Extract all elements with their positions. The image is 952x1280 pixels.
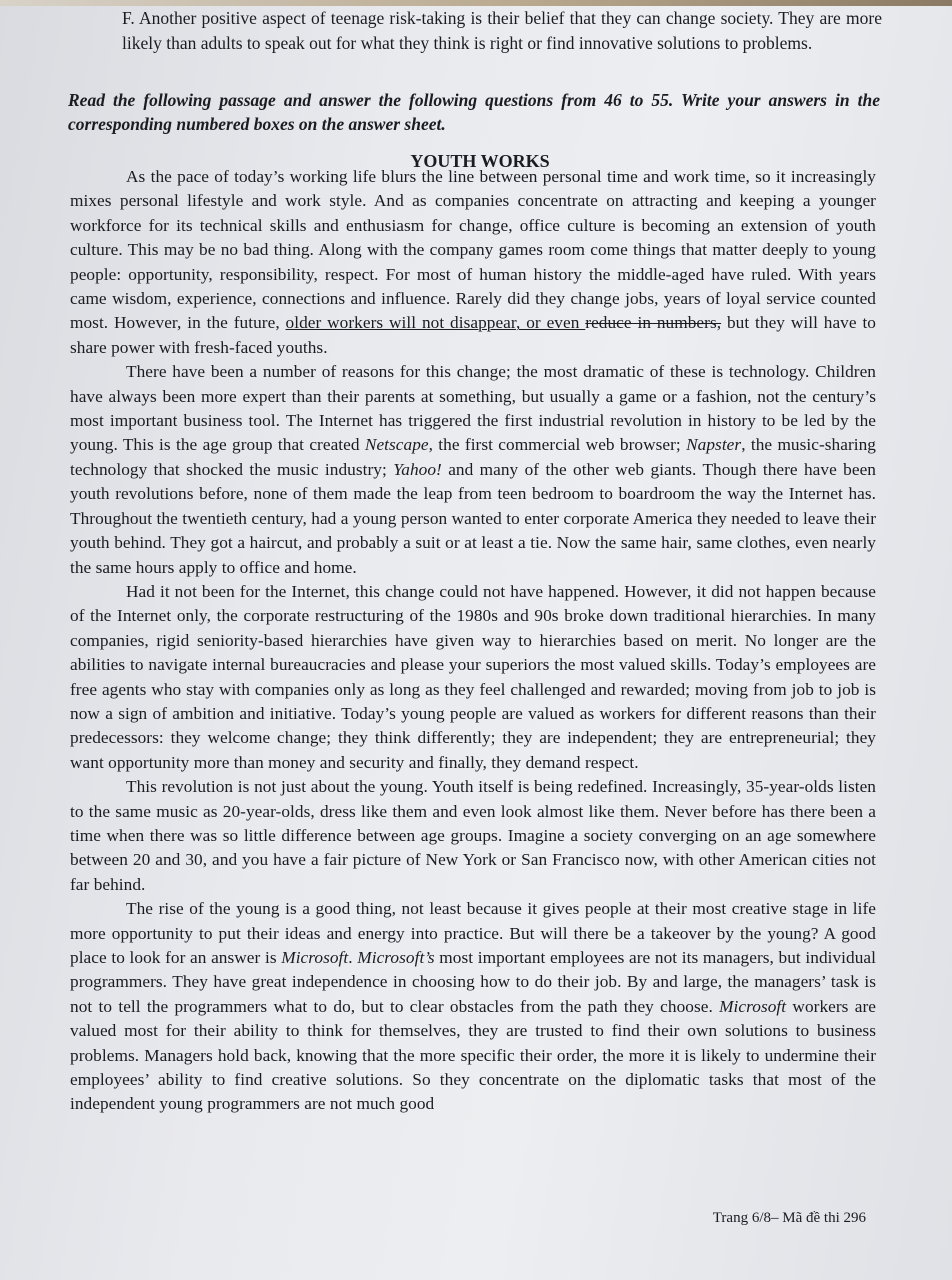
microsoft-name: Microsoft [719,996,787,1016]
passage-body [70,165,876,1117]
paragraph-3: Had it not been for the Internet, this change could not have happened. However, it did not happen because of the Internet only, the corporate restructuring of the 1980s and 90s broke down traditional hierarchies. In many companies, rigid seniority-based hierarchies have given way to hierarchies based on merit. No longer are the abilities to navigate internal bureaucracies and please your superiors the most valued skills. Today’s employees are free agents who stay with companies only as long as they feel challenged and rewarded; moving from job to job is now a sign of ambition and initiative. Today’s young people are valued as workers for different reasons than their predecessors: they welcome change; they think differently; they are independent; they are entrepreneurial; they want opportunity more than money and security and finally, they demand respect. [70,581,876,772]
option-letter: F. [122,8,135,28]
passage-title: YOUTH WORKS [410,151,550,171]
reading-instructions: Read the following passage and answer the following questions from 46 to 55. Write your answers in the corresponding numbered boxes on the answer sheet. [68,90,880,134]
paragraph-5: The rise of the young is a good thing, not least because it gives people at their most creative stage in life more opportunity to put their ideas and energy into practice. But will there be a takeover by the young? A good place to look for an answer is Microsoft. Microsoft’s most important employees are not its managers, but individual programmers. They have great independence in choosing how to do their job. By and large, the managers’ task is not to tell the programmers what to do, but to clear obstacles from the path they choose. Microsoft workers are valued most for their ability to think for themselves, they are trusted to find their own solutions to business problems. Managers hold back, knowing that the more specific their order, the more it is likely to undermine their employees’ ability to find creative solutions. So they concentrate on the diplomatic tasks that most of the independent young programmers are not much good [70,899,876,1114]
paragraph-4: This revolution is not just about the young. Youth itself is being redefined. Increasingly, 35-year-olds listen to the same music as 20-year-olds, dress like them and even look almost like them. Never before has there been a time when there was so little difference between age groups. Imagine a society converging on an age somewhere between 20 and 30, and you have a fair picture of New York or San Francisco now, with other American cities not far behind. [70,777,876,894]
struck-phrase: reduce in numbers, [585,313,722,333]
underlined-phrase: older workers will not disappear, or even [285,313,586,333]
paragraph-2: There have been a number of reasons for this change; the most dramatic of these is technology. Children have always been more expert than their parents at something, but usually a game or a fashion, not the century’s most important business tool. The Internet has triggered the first industrial revolution in history to be led by the young. This is the age group that created Netscape, the first commercial web browser; Napster, the music-sharing technology that shocked the music industry; Yahoo! and many of the other web giants. Though there have been youth revolutions before, none of them made the leap from teen bedroom to boardroom the way the Internet has. Throughout the twentieth century, had a young person wanted to enter corporate America they needed to leave their youth behind. They got a haircut, and probably a suit or at least a tie. Now the same hair, same clothes, even nearly the same hours apply to office and home. [70,362,877,577]
netscape-name: Netscape [364,435,429,455]
yahoo-name: Yahoo! [393,459,442,479]
paragraph-1: As the pace of today’s working life blurs the line between personal time and work time, so it increasingly mixes personal lifestyle and work style. And as companies concentrate on attracting and keeping a younger workforce for its technical skills and enthusiasm for change, office culture is becoming an extension of youth culture. This may be no bad thing. Along with the company games room come things that matter deeply to young people: opportunity, responsibility, respect. For most of human history the middle-aged have ruled. With years came wisdom, experience, connections and influence. Rarely did they change jobs, years of loyal service counted most. However, in the future, older workers will not disappear, or even reduce in numbers, but they will have to share power with fresh-faced youths. [70,167,876,357]
previous-option-f [122,6,882,56]
napster-name: Napster [686,435,742,455]
page-footer: Trang 6/8– Mã đề thi 296 [712,1210,866,1226]
microsoft-name: Microsoft’s [357,948,435,967]
option-text: Another positive aspect of teenage risk-taking is their belief that they can change society. They are more likely than adults to speak out for what they think is right or find innovative solutions to problems. [122,8,882,53]
microsoft-name: Microsoft [281,948,349,967]
